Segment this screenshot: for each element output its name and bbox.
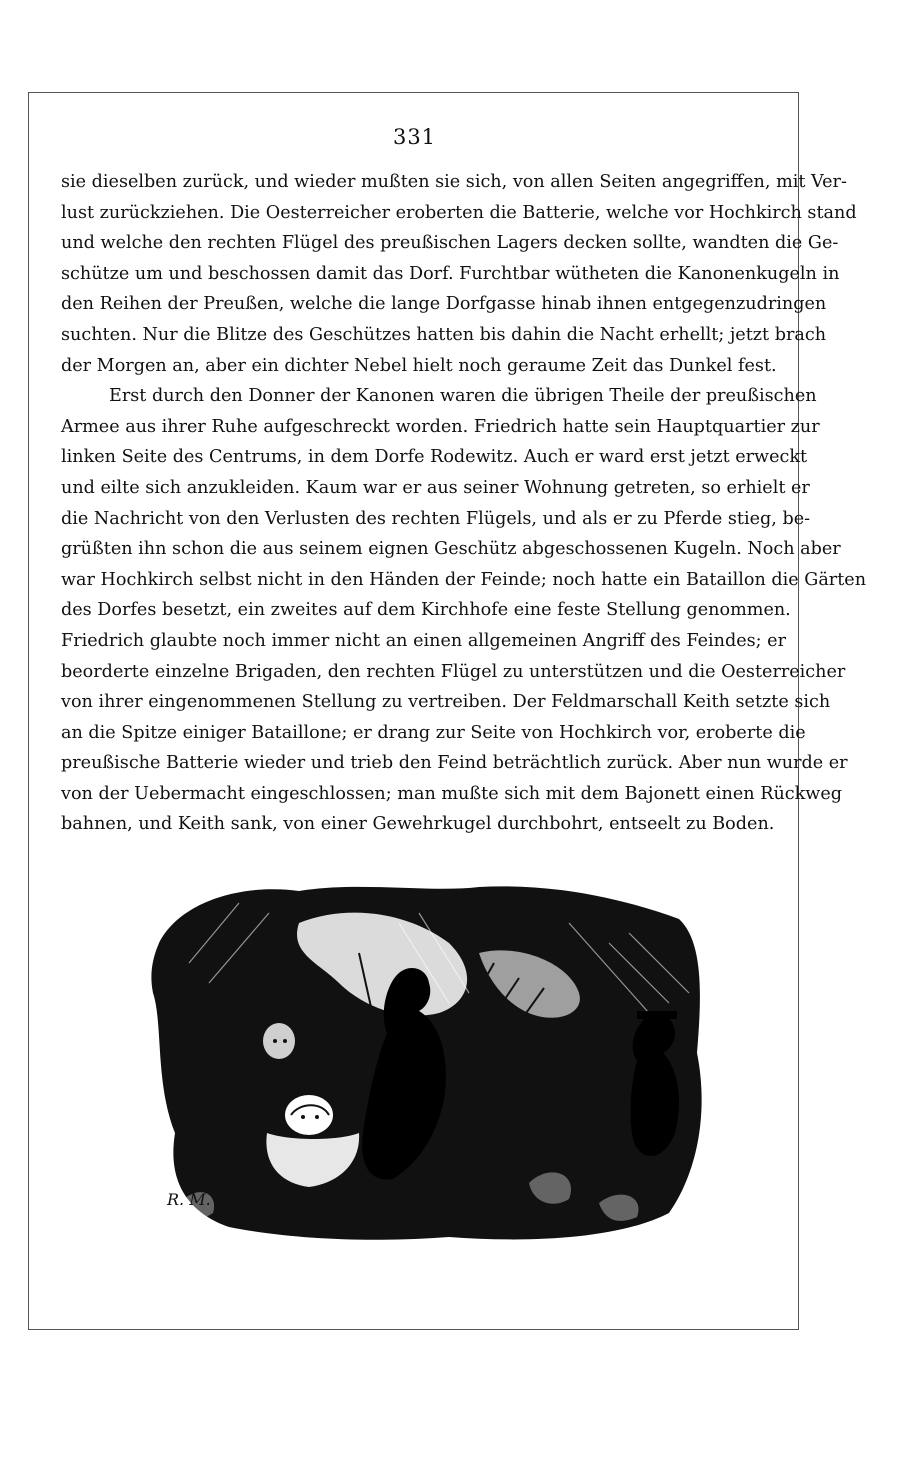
text-line: suchten. Nur die Blitze des Geschützes hatten bis dahin die Nacht erhellt; jetzt brach [61,324,827,345]
text-line: bahnen, und Keith sank, von einer Gewehrkugel durchbohrt, entseelt zu Boden. [61,814,775,835]
text-line: der Morgen an, aber ein dichter Nebel hielt noch geraume Zeit das Dunkel fest. [61,355,777,376]
body-text [61,167,867,840]
text-line: Friedrich glaubte noch immer nicht an einen allgemeinen Angriff des Feindes; er [61,630,787,651]
text-line: Erst durch den Donner der Kanonen waren die übrigen Theile der preußischen [109,386,817,407]
text-line: lust zurückziehen. Die Oesterreicher eroberten die Batterie, welche vor Hochkirch stand [61,202,857,223]
page-frame [28,92,867,1330]
text-line: grüßten ihn schon die aus seinem eignen Geschütz abgeschossenen Kugeln. Noch aber [61,539,841,560]
text-line: Armee aus ihrer Ruhe aufgeschreckt worden. Friedrich hatte sein Hauptquartier zur [61,416,820,437]
page-number: 331 [392,125,437,149]
text-line: des Dorfes besetzt, ein zweites auf dem Kirchhofe eine feste Stellung genommen. [61,600,791,621]
text-line: von ihrer eingenommenen Stellung zu vertreiben. Der Feldmarschall Keith setzte sich [61,692,831,713]
text-line: war Hochkirch selbst nicht in den Händen der Feinde; noch hatte ein Bataillon die Gärten [61,569,867,590]
text-line: und welche den rechten Flügel des preußischen Lagers decken sollte, wandten die Ge- [61,233,839,254]
text-line: von der Uebermacht eingeschlossen; man mußte sich mit dem Bajonett einen Rückweg [61,783,843,804]
text-line: an die Spitze einiger Bataillone; er drang zur Seite von Hochkirch vor, eroberte die [61,722,806,743]
text-line: und eilte sich anzukleiden. Kaum war er aus seiner Wohnung getreten, so erhielt er [61,477,810,498]
text-line: beorderte einzelne Brigaden, den rechten Flügel zu unterstützen und die Oesterreicher [61,661,846,682]
text-line: schütze um und beschossen damit das Dorf. Furchtbar wütheten die Kanonenkugeln in [61,263,840,284]
text-line: linken Seite des Centrums, in dem Dorfe Rodewitz. Auch er ward erst jetzt erweckt [61,447,808,468]
text-line: die Nachricht von den Verlusten des rechten Flügels, und als er zu Pferde stieg, be- [61,508,811,529]
battle-engraving-image [149,883,709,1243]
artist-signature: R. M. [167,1190,211,1209]
text-line: den Reihen der Preußen, welche die lange Dorfgasse hinab ihnen entgegenzudringen [61,294,827,315]
text-line: sie dieselben zurück, und wieder mußten sie sich, von allen Seiten angegriffen, mit Ver- [61,172,847,192]
text-line: preußische Batterie wieder und trieb den Feind beträchtlich zurück. Aber nun wurde er [61,753,848,774]
battle-illustration [149,883,709,1243]
